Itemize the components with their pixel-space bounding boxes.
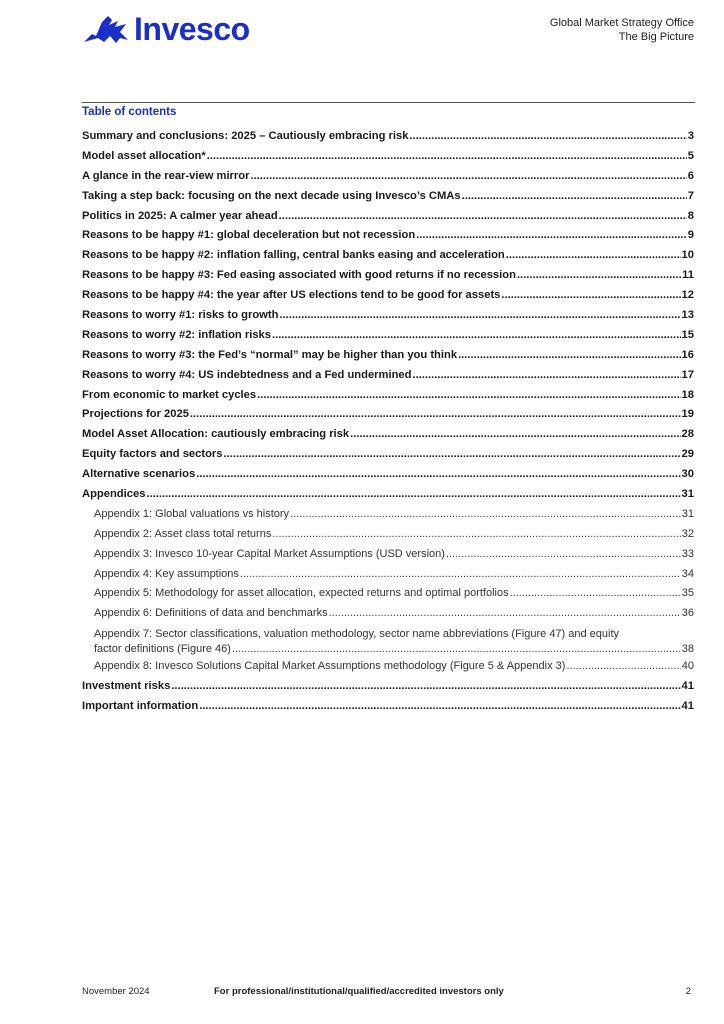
- toc-leader-dots: [171, 680, 680, 692]
- toc-entry-title: Model asset allocation*: [82, 149, 206, 162]
- invesco-logo: [82, 12, 250, 46]
- toc-entry-title: Reasons to worry #3: the Fed’s “normal” may be higher than you think: [82, 348, 458, 361]
- toc-entry-appendix-7[interactable]: [82, 627, 694, 656]
- toc-entry[interactable]: [82, 369, 694, 389]
- toc-entry-page: 13: [681, 309, 694, 322]
- toc-entry-title-line1: Appendix 7: Sector classifications, valuation methodology, sector name abbreviations (Figure 47) and equity: [94, 628, 620, 641]
- toc-leader-dots: [279, 309, 680, 321]
- toc-entry-page: 29: [681, 448, 694, 461]
- toc-entry-page: 40: [681, 660, 694, 673]
- toc-entry-page: 12: [681, 289, 694, 302]
- footer-date: November 2024: [82, 986, 150, 997]
- toc-entry-page: 15: [681, 328, 694, 341]
- toc-title: Table of contents: [82, 106, 177, 118]
- toc-entry-page: 19: [681, 408, 694, 421]
- toc-entry-page: 11: [682, 269, 694, 282]
- toc-entry-page: 35: [681, 587, 694, 600]
- toc-entry-title: Reasons to worry #4: US indebtedness and a Fed undermined: [82, 368, 412, 381]
- toc-entry-page: 32: [681, 527, 694, 540]
- toc-leader-dots: [250, 170, 686, 182]
- toc-entry-page: 34: [681, 567, 694, 580]
- toc-entry-page: 10: [681, 249, 694, 262]
- toc-entry[interactable]: [82, 568, 694, 588]
- toc-entry-title: Equity factors and sectors: [82, 448, 223, 461]
- toc-entry[interactable]: [82, 528, 694, 548]
- toc-entry-page: 16: [681, 348, 694, 361]
- toc-entry-appendix-8[interactable]: [82, 660, 694, 680]
- toc-leader-dots: [196, 468, 680, 480]
- office-name: Global Market Strategy Office: [549, 17, 694, 29]
- toc-leader-dots: [506, 249, 681, 261]
- toc-leader-dots: [272, 528, 680, 540]
- toc-entry-title: Reasons to be happy #4: the year after US elections tend to be good for assets: [82, 289, 501, 302]
- toc-entry-title: Appendix 3: Invesco 10-year Capital Market Assumptions (USD version): [94, 547, 445, 560]
- toc-entry[interactable]: [82, 130, 694, 150]
- toc-entry[interactable]: [82, 150, 694, 170]
- toc-entry[interactable]: [82, 428, 694, 448]
- toc-entry[interactable]: [82, 269, 694, 289]
- toc-entry[interactable]: [82, 210, 694, 230]
- toc-entry-title: Appendix 5: Methodology for asset allocation, expected returns and optimal portfolios: [94, 587, 509, 600]
- toc-entry[interactable]: [82, 408, 694, 428]
- toc-entry[interactable]: [82, 249, 694, 269]
- toc-entry-page: 8: [687, 209, 694, 222]
- toc-entry[interactable]: [82, 190, 694, 210]
- toc-entry-page: 7: [687, 189, 694, 202]
- toc-entry[interactable]: [82, 389, 694, 409]
- toc-leader-dots: [224, 448, 681, 460]
- toc-entry-title: Model Asset Allocation: cautiously embracing risk: [82, 428, 350, 441]
- toc-entry[interactable]: [82, 548, 694, 568]
- toc-leader-dots: [240, 568, 681, 580]
- toc-entry-title: Appendix 6: Definitions of data and benchmarks: [94, 607, 328, 620]
- toc-leader-dots: [458, 349, 680, 361]
- toc-entry-page: 33: [681, 547, 694, 560]
- toc-entry[interactable]: [82, 607, 694, 627]
- toc-entry[interactable]: [82, 448, 694, 468]
- toc-entry-title: Reasons to be happy #2: inflation falling, central banks easing and acceleration: [82, 249, 505, 262]
- toc-entry-page: 31: [681, 507, 694, 520]
- toc-entry-title: Reasons to worry #1: risks to growth: [82, 309, 279, 322]
- toc-entry[interactable]: [82, 229, 694, 249]
- toc-entry-page: 41: [681, 680, 694, 693]
- toc-entry-title: Reasons to be happy #3: Fed easing associated with good returns if no recession: [82, 269, 516, 282]
- toc-entry-page: 38: [681, 642, 694, 655]
- toc-entry-title: Appendix 1: Global valuations vs history: [94, 507, 290, 520]
- toc-entry[interactable]: [82, 170, 694, 190]
- brand-name: Invesco: [134, 11, 250, 47]
- toc-entry-title: Appendix 4: Key assumptions: [94, 567, 239, 580]
- toc-entry-title: Projections for 2025: [82, 408, 189, 421]
- toc-leader-dots: [446, 548, 681, 560]
- toc-leader-dots: [199, 700, 680, 712]
- toc-leader-dots: [501, 289, 680, 301]
- toc-leader-dots: [146, 488, 680, 500]
- toc-leader-dots: [412, 369, 680, 381]
- header-office-info: [550, 17, 694, 44]
- toc-entry-title: Important information: [82, 700, 199, 713]
- toc-entry-title: From economic to market cycles: [82, 388, 257, 401]
- toc-leader-dots: [409, 130, 686, 142]
- toc-entry-title: Appendices: [82, 488, 146, 501]
- invesco-mountain-logo-icon: [82, 12, 130, 46]
- toc-entry-title: A glance in the rear-view mirror: [82, 169, 250, 182]
- toc-entry-title: Reasons to worry #2: inflation risks: [82, 328, 271, 341]
- toc-entry-title: Investment risks: [82, 680, 171, 693]
- toc-entry-title: Appendix 2: Asset class total returns: [94, 527, 272, 540]
- toc-leader-dots: [257, 389, 680, 401]
- toc-leader-dots: [207, 150, 687, 162]
- toc-entry-page: 3: [687, 130, 694, 142]
- toc-entry[interactable]: [82, 700, 694, 720]
- footer-disclaimer: For professional/institutional/qualified/accredited investors only: [214, 986, 504, 997]
- toc-entry[interactable]: [82, 488, 694, 508]
- toc-leader-dots: [272, 329, 681, 341]
- toc-entry-title: Summary and conclusions: 2025 – Cautiously embracing risk: [82, 130, 409, 142]
- toc-entry[interactable]: [82, 329, 694, 349]
- toc-entry[interactable]: [82, 587, 694, 607]
- toc-entry-page: 17: [681, 368, 694, 381]
- header-divider: [82, 102, 695, 103]
- toc-entry-title: Reasons to be happy #1: global deceleration but not recession: [82, 229, 416, 242]
- toc-entry-page: 9: [687, 229, 694, 242]
- toc-entry-page: 36: [681, 607, 694, 620]
- toc-entry-page: 30: [681, 468, 694, 481]
- toc-entry[interactable]: [82, 508, 694, 528]
- toc-entry[interactable]: [82, 309, 694, 329]
- toc-entry-title-line2: factor definitions (Figure 46): [94, 642, 231, 655]
- toc-entry-page: 31: [681, 488, 694, 501]
- toc-entry-title: Politics in 2025: A calmer year ahead: [82, 209, 278, 222]
- toc-leader-dots: [517, 269, 681, 281]
- toc-leader-dots: [279, 210, 687, 222]
- toc-leader-dots: [350, 428, 680, 440]
- toc-entry-title: Taking a step back: focusing on the next decade using Invesco’s CMAs: [82, 189, 461, 202]
- toc-leader-dots: [290, 508, 681, 520]
- toc-entry-title: Alternative scenarios: [82, 468, 196, 481]
- toc-entry[interactable]: [82, 349, 694, 369]
- toc-leader-dots: [416, 229, 687, 241]
- toc-entry-page: 6: [687, 169, 694, 182]
- table-of-contents: [82, 130, 694, 720]
- toc-entry[interactable]: [82, 468, 694, 488]
- toc-leader-dots: [190, 408, 681, 420]
- toc-entry-page: 41: [681, 700, 694, 713]
- toc-leader-dots: [232, 642, 681, 657]
- toc-entry-page: 18: [681, 388, 694, 401]
- toc-leader-dots: [329, 607, 681, 619]
- toc-entry-page: 28: [681, 428, 694, 441]
- toc-entry-title: Appendix 8: Invesco Solutions Capital Market Assumptions methodology (Figure 5 & Appendix 3): [94, 660, 566, 673]
- toc-entry[interactable]: [82, 289, 694, 309]
- footer-page-number: 2: [685, 986, 691, 997]
- toc-entry-page: 5: [687, 149, 694, 162]
- publication-name: The Big Picture: [618, 30, 694, 43]
- toc-leader-dots: [566, 660, 680, 672]
- toc-entry[interactable]: [82, 680, 694, 700]
- toc-leader-dots: [510, 587, 681, 599]
- toc-leader-dots: [462, 190, 687, 202]
